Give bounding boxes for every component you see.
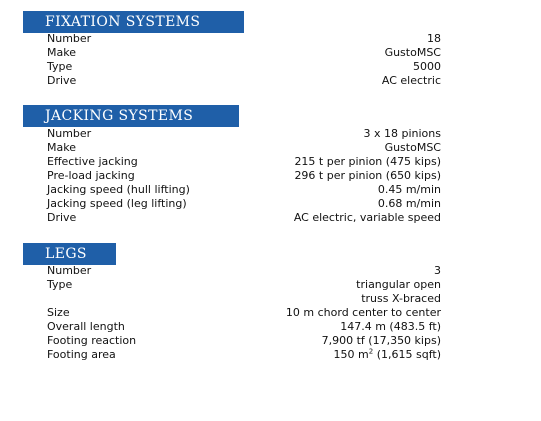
- spec-label: Drive: [47, 211, 77, 224]
- spec-value: 18: [427, 32, 441, 45]
- spec-row-drive: [47, 211, 441, 225]
- spec-row-preload-jacking: [47, 169, 441, 183]
- section-header-jacking-systems: JACKING SYSTEMS: [23, 105, 239, 127]
- spec-value: 0.45 m/min: [377, 183, 441, 196]
- spec-row-overall-length: [47, 320, 441, 334]
- spec-row-footing-area: [47, 348, 441, 362]
- spec-label: Overall length: [47, 320, 125, 333]
- spec-value: [334, 348, 441, 362]
- spec-row-jacking-speed-leg: [47, 197, 441, 211]
- spec-row-footing-reaction: [47, 334, 441, 348]
- spec-value-superscript: 2: [368, 347, 374, 356]
- spec-value: 5000: [413, 60, 441, 73]
- spec-label: Make: [47, 46, 76, 59]
- spec-row-type-continued: [47, 292, 441, 306]
- spec-label: Number: [47, 264, 92, 277]
- spec-value: AC electric, variable speed: [293, 211, 441, 224]
- spec-label: Footing reaction: [47, 334, 137, 347]
- spec-row-type: [47, 278, 441, 292]
- spec-label: Size: [47, 306, 70, 319]
- spec-label: Drive: [47, 74, 77, 87]
- spec-label: Number: [47, 127, 92, 140]
- spec-value: 7,900 tf (17,350 kips): [321, 334, 441, 347]
- spec-value: 215 t per pinion (475 kips): [294, 155, 441, 168]
- spec-value: 147.4 m (483.5 ft): [340, 320, 441, 333]
- spec-label: Jacking speed (hull lifting): [47, 183, 190, 196]
- spec-label: Make: [47, 141, 76, 154]
- spec-row-effective-jacking: [47, 155, 441, 169]
- spec-label: Effective jacking: [47, 155, 138, 168]
- spec-value-suffix: (1,615 sqft): [373, 348, 441, 361]
- section-header-fixation-systems: FIXATION SYSTEMS: [23, 11, 244, 33]
- spec-row-number: [47, 264, 441, 278]
- spec-table-legs: [47, 264, 441, 362]
- spec-value: 0.68 m/min: [377, 197, 441, 210]
- spec-value: 3: [434, 264, 441, 277]
- spec-value: AC electric: [381, 74, 441, 87]
- spec-label: Footing area: [47, 348, 116, 361]
- spec-row-number: [47, 127, 441, 141]
- spec-row-size: [47, 306, 441, 320]
- spec-label: Number: [47, 32, 92, 45]
- spec-value: 10 m chord center to center: [285, 306, 441, 319]
- spec-value: GustoMSC: [384, 141, 441, 154]
- spec-value: triangular open: [356, 278, 441, 291]
- spec-label: Type: [47, 278, 73, 291]
- spec-value-main: 150 m: [333, 348, 369, 361]
- spec-row-jacking-speed-hull: [47, 183, 441, 197]
- spec-label: Type: [47, 60, 73, 73]
- spec-row-make: [47, 141, 441, 155]
- spec-value: GustoMSC: [384, 46, 441, 59]
- spec-label: Pre-load jacking: [47, 169, 135, 182]
- spec-row-make: [47, 46, 441, 60]
- spec-row-drive: [47, 74, 441, 88]
- spec-value: 3 x 18 pinions: [363, 127, 441, 140]
- spec-row-number: [47, 32, 441, 46]
- spec-row-type: [47, 60, 441, 74]
- spec-table-fixation: [47, 32, 441, 88]
- spec-value: 296 t per pinion (650 kips): [294, 169, 441, 182]
- spec-value: truss X-braced: [361, 292, 441, 305]
- spec-table-jacking: [47, 127, 441, 225]
- section-header-legs: LEGS: [23, 243, 116, 265]
- spec-label: Jacking speed (leg lifting): [47, 197, 187, 210]
